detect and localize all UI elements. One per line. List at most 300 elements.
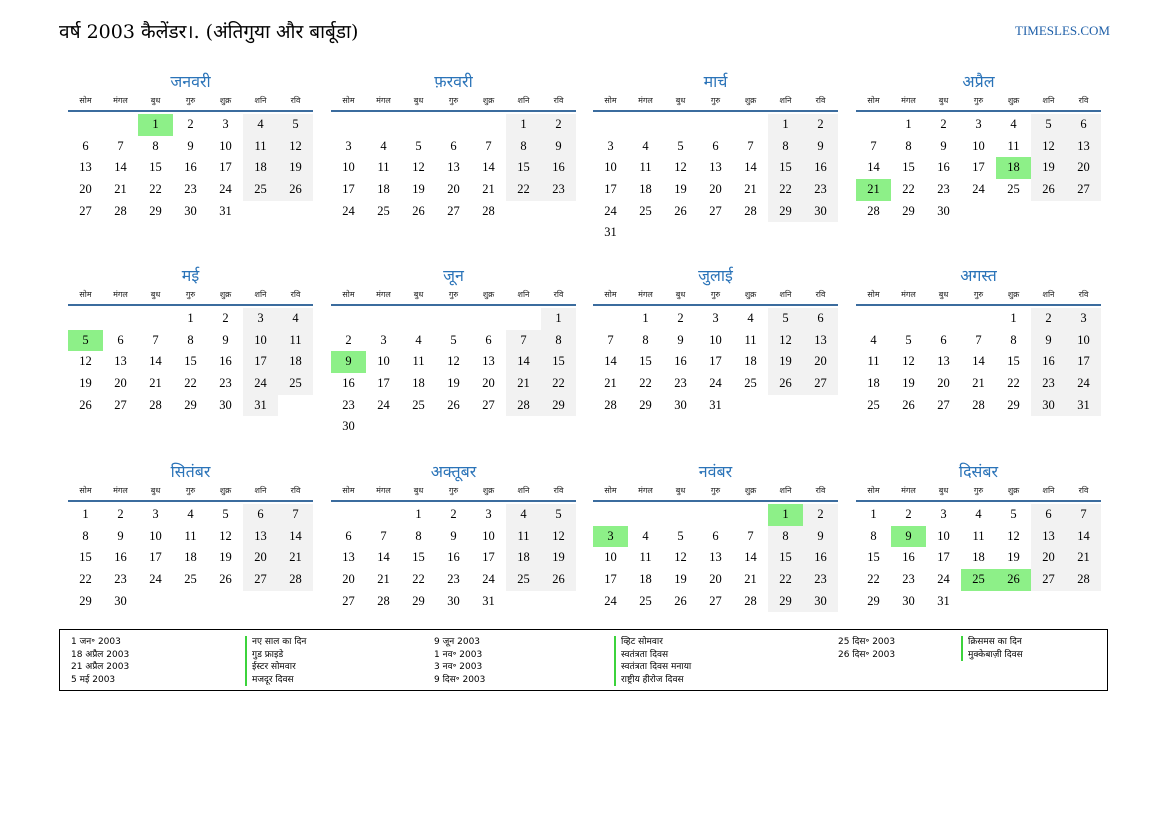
month-calendar — [856, 264, 1101, 416]
day-cell: 15 — [768, 157, 803, 179]
empty-cell — [103, 114, 138, 136]
day-cell: 17 — [482, 550, 495, 565]
weekday-label: मंगल — [113, 96, 128, 105]
weekday-label: शुक्र — [744, 290, 757, 299]
day-cell: 26 — [412, 203, 425, 218]
day-cell: 13 — [79, 160, 92, 175]
day-cell: 30 — [902, 593, 915, 608]
day-cell: 23 — [342, 397, 355, 412]
day-cell: 16 — [219, 354, 232, 369]
month-name: नवंबर — [698, 462, 733, 481]
day-cell: 5 — [450, 332, 457, 347]
months-grid — [68, 70, 1101, 630]
weekday-label: शुक्र — [482, 96, 495, 105]
day-cell: 15 — [639, 354, 652, 369]
day-cell: 14 — [604, 354, 617, 369]
empty-cell — [366, 308, 401, 330]
empty-cell — [628, 504, 663, 526]
empty-cell — [401, 416, 436, 438]
empty-cell — [768, 222, 803, 244]
holiday-name: व्हिट सोमवार — [614, 636, 691, 649]
empty-cell — [803, 395, 838, 417]
day-cell: 18 — [278, 351, 313, 373]
day-cell: 19 — [278, 157, 313, 179]
day-cell: 15 — [79, 550, 92, 565]
day-cell: 17 — [972, 160, 985, 175]
days-grid — [856, 308, 1101, 416]
month-calendar — [331, 460, 576, 612]
month-name: अगस्त — [960, 266, 997, 285]
day-cell: 10 — [482, 528, 495, 543]
day-cell: 12 — [412, 160, 425, 175]
day-cell: 11 — [243, 136, 278, 158]
day-cell: 16 — [541, 157, 576, 179]
month-calendar — [68, 264, 313, 416]
empty-cell — [506, 308, 541, 330]
day-cell: 21 — [744, 572, 757, 587]
empty-cell — [1066, 201, 1101, 223]
day-cell: 31 — [219, 203, 232, 218]
day-cell: 13 — [709, 160, 722, 175]
day-cell: 23 — [541, 179, 576, 201]
day-cell: 1 — [415, 507, 422, 521]
weekday-label: गुरु — [710, 290, 721, 299]
day-cell: 25 — [278, 373, 313, 395]
holiday-name: नए साल का दिन — [245, 636, 306, 649]
day-cell: 10 — [149, 528, 162, 543]
day-cell: 24 — [1066, 373, 1101, 395]
weekday-label: सोम — [604, 486, 617, 495]
day-cell: 29 — [902, 203, 915, 218]
weekday-label: रवि — [553, 96, 564, 105]
day-cell: 3 — [243, 308, 278, 330]
holiday-name: स्वतंत्रता दिवस मनाया — [614, 661, 691, 674]
day-cell: 1 — [1010, 311, 1017, 325]
day-cell: 6 — [450, 138, 457, 153]
weekday-header — [331, 484, 576, 502]
day-cell: 25 — [867, 397, 880, 412]
day-cell: 7 — [747, 138, 754, 153]
day-cell: 4 — [187, 507, 194, 521]
day-cell: 27 — [243, 569, 278, 591]
empty-cell — [103, 308, 138, 330]
holiday-names-column — [614, 636, 691, 686]
day-cell: 11 — [972, 528, 985, 543]
day-cell: 17 — [149, 550, 162, 565]
month-calendar — [856, 460, 1101, 612]
day-cell: 17 — [1066, 351, 1101, 373]
weekday-header — [68, 288, 313, 306]
day-cell: 16 — [184, 160, 197, 175]
day-cell: 12 — [1031, 136, 1066, 158]
day-cell: 9 — [187, 138, 194, 153]
day-cell: 6 — [345, 528, 352, 543]
day-cell: 28 — [1066, 569, 1101, 591]
day-cell: 1 — [82, 507, 89, 521]
day-cell: 8 — [82, 528, 89, 543]
day-cell: 5 — [541, 504, 576, 526]
holiday-day-cell: 21 — [856, 179, 891, 201]
day-cell: 27 — [937, 397, 950, 412]
day-cell: 4 — [415, 332, 422, 347]
day-cell: 24 — [709, 376, 722, 391]
weekday-label: मंगल — [638, 486, 653, 495]
day-cell: 17 — [243, 351, 278, 373]
day-cell: 25 — [639, 593, 652, 608]
day-cell: 19 — [1031, 157, 1066, 179]
month-calendar — [331, 70, 576, 222]
day-cell: 10 — [377, 354, 390, 369]
holiday-name: राष्ट्रीय हीरोज दिवस — [614, 674, 691, 687]
month-calendar — [68, 460, 313, 612]
day-cell: 16 — [803, 547, 838, 569]
empty-cell — [506, 591, 541, 613]
holiday-day-cell: 9 — [331, 351, 366, 373]
day-cell: 10 — [709, 332, 722, 347]
day-cell: 24 — [604, 593, 617, 608]
day-cell: 2 — [187, 117, 194, 131]
weekday-header — [331, 288, 576, 306]
holiday-date: 25 दिस॰ 2003 — [838, 637, 896, 647]
day-cell: 21 — [114, 182, 127, 197]
empty-cell — [733, 395, 768, 417]
month-name: दिसंबर — [958, 462, 999, 481]
day-cell: 26 — [674, 593, 687, 608]
day-cell: 17 — [219, 160, 232, 175]
day-cell: 5 — [905, 332, 912, 347]
weekday-label: बुध — [150, 486, 161, 495]
day-cell: 20 — [803, 351, 838, 373]
day-cell: 15 — [149, 160, 162, 175]
day-cell: 20 — [709, 572, 722, 587]
day-cell: 28 — [867, 203, 880, 218]
weekday-header — [856, 484, 1101, 502]
empty-cell — [628, 114, 663, 136]
weekday-label: सोम — [342, 290, 355, 299]
day-cell: 12 — [79, 354, 92, 369]
day-cell: 20 — [114, 376, 127, 391]
day-cell: 31 — [243, 395, 278, 417]
day-cell: 21 — [1066, 547, 1101, 569]
day-cell: 2 — [803, 504, 838, 526]
day-cell: 3 — [1066, 308, 1101, 330]
holiday-date: 3 नव॰ 2003 — [434, 662, 483, 672]
weekday-label: सोम — [79, 486, 92, 495]
day-cell: 29 — [1007, 397, 1020, 412]
holiday-name: ईस्टर सोमवार — [245, 661, 306, 674]
day-cell: 5 — [278, 114, 313, 136]
day-cell: 16 — [1031, 351, 1066, 373]
holiday-day-cell: 1 — [768, 504, 803, 526]
day-cell: 1 — [506, 114, 541, 136]
empty-cell — [331, 308, 366, 330]
weekday-label: रवि — [1078, 96, 1089, 105]
day-cell: 27 — [709, 203, 722, 218]
day-cell: 19 — [219, 550, 232, 565]
day-cell: 4 — [243, 114, 278, 136]
weekday-label: गुरु — [973, 96, 984, 105]
day-cell: 6 — [243, 504, 278, 526]
day-cell: 29 — [768, 591, 803, 613]
day-cell: 19 — [768, 351, 803, 373]
day-cell: 4 — [278, 308, 313, 330]
day-cell: 25 — [184, 572, 197, 587]
holiday-name: मुक्केबाज़ी दिवस — [961, 649, 1023, 662]
days-grid — [68, 504, 313, 612]
day-cell: 30 — [447, 593, 460, 608]
weekday-label: गुरु — [185, 290, 196, 299]
empty-cell — [733, 114, 768, 136]
weekday-label: रवि — [815, 486, 826, 495]
holiday-date: 1 नव॰ 2003 — [434, 649, 483, 660]
day-cell: 8 — [768, 136, 803, 158]
weekday-label: रवि — [290, 486, 301, 495]
day-cell: 15 — [506, 157, 541, 179]
day-cell: 18 — [377, 182, 390, 197]
weekday-label: शुक्र — [219, 486, 232, 495]
day-cell: 4 — [506, 504, 541, 526]
holiday-name: गुड फ्राइडे — [245, 649, 306, 662]
day-cell: 26 — [447, 397, 460, 412]
day-cell: 15 — [412, 550, 425, 565]
holiday-date: 9 जून 2003 — [434, 637, 481, 647]
day-cell: 10 — [243, 330, 278, 352]
empty-cell — [173, 591, 208, 613]
day-cell: 5 — [1010, 507, 1017, 521]
day-cell: 19 — [902, 376, 915, 391]
days-grid — [68, 308, 313, 416]
day-cell: 28 — [114, 203, 127, 218]
day-cell: 7 — [747, 528, 754, 543]
day-cell: 7 — [1066, 504, 1101, 526]
day-cell: 30 — [342, 419, 355, 434]
day-cell: 11 — [377, 160, 390, 175]
day-cell: 20 — [342, 572, 355, 587]
day-cell: 4 — [642, 528, 649, 543]
weekday-label: गुरु — [973, 290, 984, 299]
empty-cell — [698, 114, 733, 136]
day-cell: 4 — [870, 332, 877, 347]
weekday-label: मंगल — [376, 96, 391, 105]
holiday-dates-column — [838, 636, 895, 661]
day-cell: 6 — [803, 308, 838, 330]
weekday-label: बुध — [938, 290, 949, 299]
weekday-label: सोम — [342, 486, 355, 495]
day-cell: 13 — [1066, 136, 1101, 158]
day-cell: 9 — [803, 136, 838, 158]
day-cell: 8 — [415, 528, 422, 543]
day-cell: 29 — [541, 395, 576, 417]
day-cell: 13 — [803, 330, 838, 352]
day-cell: 11 — [867, 354, 880, 369]
empty-cell — [243, 201, 278, 223]
days-grid — [856, 114, 1101, 222]
month-name: जून — [443, 266, 464, 285]
day-cell: 23 — [447, 572, 460, 587]
holiday-date: 1 जन॰ 2003 — [71, 637, 121, 647]
empty-cell — [436, 308, 471, 330]
day-cell: 11 — [639, 160, 652, 175]
day-cell: 6 — [117, 332, 124, 347]
day-cell: 20 — [79, 182, 92, 197]
weekday-label: मंगल — [376, 486, 391, 495]
holiday-day-cell: 5 — [68, 330, 103, 352]
day-cell: 24 — [219, 182, 232, 197]
weekday-label: रवि — [815, 290, 826, 299]
day-cell: 12 — [674, 550, 687, 565]
month-name: मई — [181, 266, 200, 285]
day-cell: 2 — [117, 507, 124, 521]
day-cell: 10 — [219, 138, 232, 153]
day-cell: 31 — [709, 397, 722, 412]
weekday-label: बुध — [413, 290, 424, 299]
holiday-date: 21 अप्रैल 2003 — [71, 662, 130, 672]
day-cell: 3 — [712, 311, 719, 325]
day-cell: 9 — [1031, 330, 1066, 352]
day-cell: 17 — [604, 572, 617, 587]
weekday-label: बुध — [675, 96, 686, 105]
weekday-header — [593, 94, 838, 112]
empty-cell — [663, 222, 698, 244]
day-cell: 11 — [278, 330, 313, 352]
day-cell: 29 — [149, 203, 162, 218]
empty-cell — [891, 308, 926, 330]
day-cell: 14 — [867, 160, 880, 175]
day-cell: 14 — [114, 160, 127, 175]
day-cell: 11 — [1007, 138, 1020, 153]
weekday-label: गुरु — [448, 96, 459, 105]
day-cell: 24 — [972, 182, 985, 197]
empty-cell — [331, 114, 366, 136]
day-cell: 25 — [412, 397, 425, 412]
weekday-label: शनि — [254, 486, 267, 495]
day-cell: 2 — [1031, 308, 1066, 330]
day-cell: 25 — [377, 203, 390, 218]
day-cell: 5 — [415, 138, 422, 153]
holiday-day-cell: 1 — [138, 114, 173, 136]
day-cell: 28 — [482, 203, 495, 218]
weekday-label: मंगल — [901, 290, 916, 299]
day-cell: 16 — [447, 550, 460, 565]
day-cell: 17 — [937, 550, 950, 565]
empty-cell — [961, 201, 996, 223]
day-cell: 22 — [79, 572, 92, 587]
weekday-label: बुध — [938, 486, 949, 495]
day-cell: 16 — [342, 376, 355, 391]
empty-cell — [961, 308, 996, 330]
empty-cell — [506, 416, 541, 438]
weekday-label: शुक्र — [219, 290, 232, 299]
day-cell: 24 — [604, 203, 617, 218]
day-cell: 16 — [937, 160, 950, 175]
weekday-label: सोम — [79, 290, 92, 299]
empty-cell — [471, 308, 506, 330]
weekday-label: शनि — [1042, 290, 1055, 299]
month-calendar — [593, 70, 838, 244]
empty-cell — [471, 114, 506, 136]
empty-cell — [436, 114, 471, 136]
day-cell: 18 — [639, 182, 652, 197]
day-cell: 17 — [604, 182, 617, 197]
day-cell: 7 — [975, 332, 982, 347]
empty-cell — [856, 308, 891, 330]
day-cell: 20 — [447, 182, 460, 197]
day-cell: 14 — [377, 550, 390, 565]
day-cell: 13 — [937, 354, 950, 369]
day-cell: 2 — [541, 114, 576, 136]
weekday-header — [331, 94, 576, 112]
empty-cell — [1066, 591, 1101, 613]
day-cell: 11 — [412, 354, 425, 369]
day-cell: 15 — [541, 351, 576, 373]
day-cell: 30 — [803, 591, 838, 613]
day-cell: 22 — [1007, 376, 1020, 391]
day-cell: 29 — [184, 397, 197, 412]
weekday-label: शुक्र — [1007, 486, 1020, 495]
weekday-label: शुक्र — [219, 96, 232, 105]
empty-cell — [541, 416, 576, 438]
day-cell: 19 — [79, 376, 92, 391]
day-cell: 21 — [972, 376, 985, 391]
day-cell: 26 — [541, 569, 576, 591]
weekday-label: गुरु — [448, 290, 459, 299]
day-cell: 21 — [744, 182, 757, 197]
weekday-label: गुरु — [973, 486, 984, 495]
day-cell: 7 — [607, 332, 614, 347]
day-cell: 25 — [243, 179, 278, 201]
weekday-label: शनि — [1042, 96, 1055, 105]
day-cell: 30 — [219, 397, 232, 412]
weekday-label: बुध — [413, 486, 424, 495]
day-cell: 7 — [506, 330, 541, 352]
day-cell: 20 — [1031, 547, 1066, 569]
weekday-label: शुक्र — [1007, 290, 1020, 299]
day-cell: 8 — [541, 330, 576, 352]
weekday-label: गुरु — [185, 486, 196, 495]
empty-cell — [663, 114, 698, 136]
day-cell: 19 — [412, 182, 425, 197]
weekday-label: शनि — [517, 290, 530, 299]
weekday-label: मंगल — [901, 486, 916, 495]
weekday-label: शनि — [517, 486, 530, 495]
weekday-label: शनि — [1042, 486, 1055, 495]
site-link[interactable]: TIMESLES.COM — [1015, 23, 1110, 38]
day-cell: 8 — [1010, 332, 1017, 347]
day-cell: 9 — [677, 332, 684, 347]
day-cell: 22 — [639, 376, 652, 391]
day-cell: 18 — [639, 572, 652, 587]
day-cell: 27 — [482, 397, 495, 412]
day-cell: 29 — [639, 397, 652, 412]
weekday-label: शुक्र — [744, 486, 757, 495]
weekday-label: गुरु — [710, 96, 721, 105]
weekday-label: सोम — [79, 96, 92, 105]
month-calendar — [593, 460, 838, 612]
day-cell: 9 — [803, 526, 838, 548]
weekday-label: बुध — [150, 290, 161, 299]
empty-cell — [996, 591, 1031, 613]
day-cell: 30 — [184, 203, 197, 218]
weekday-label: सोम — [867, 96, 880, 105]
weekday-label: रवि — [290, 290, 301, 299]
empty-cell — [243, 591, 278, 613]
day-cell: 26 — [278, 179, 313, 201]
day-cell: 7 — [380, 528, 387, 543]
day-cell: 28 — [377, 593, 390, 608]
day-cell: 23 — [1031, 373, 1066, 395]
day-cell: 18 — [243, 157, 278, 179]
day-cell: 23 — [803, 569, 838, 591]
